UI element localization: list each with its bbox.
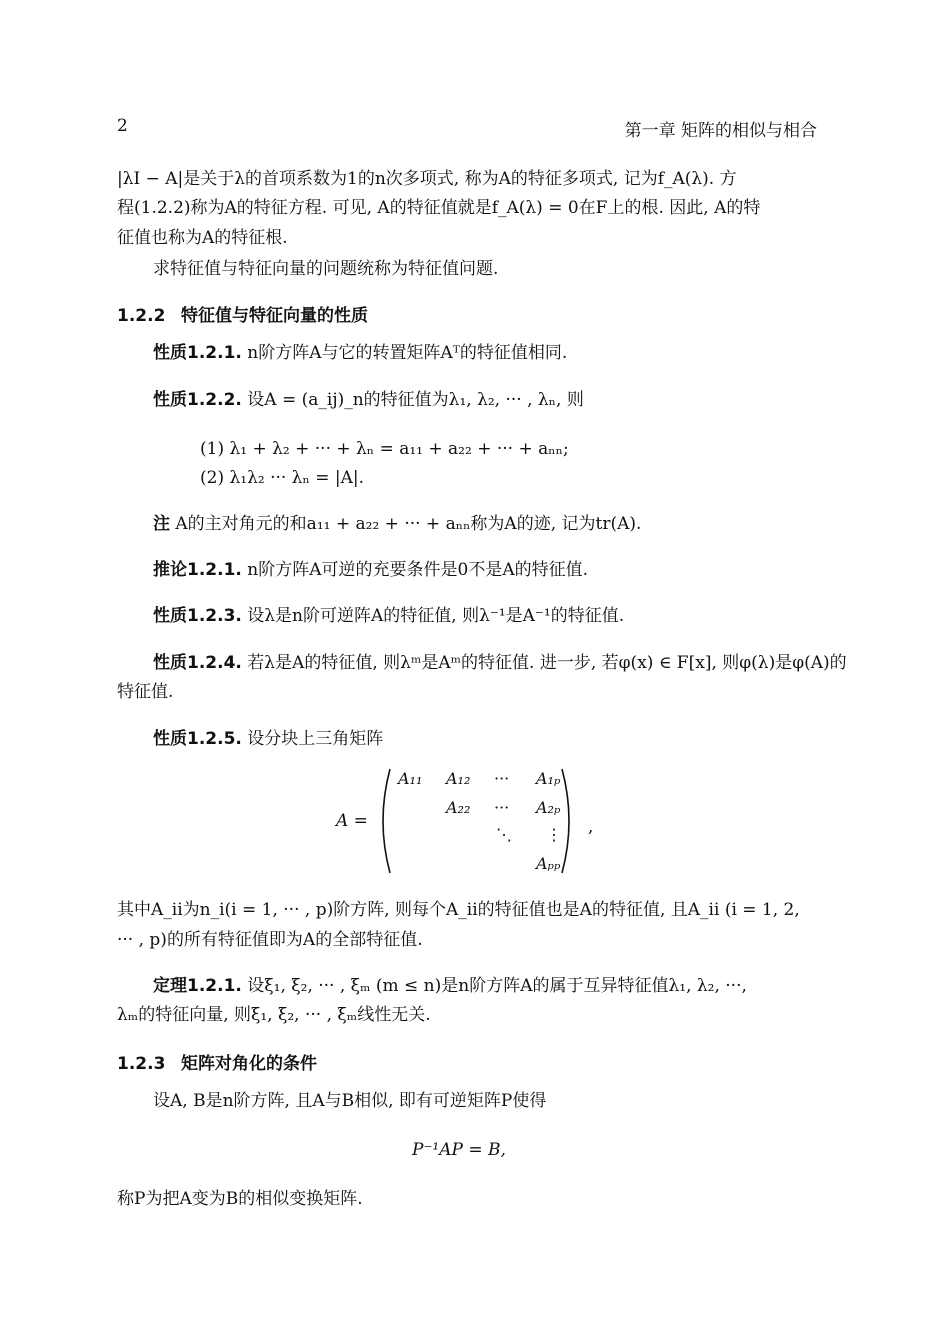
section-title: 矩阵对角化的条件 bbox=[181, 1054, 317, 1074]
property-1-2-4 bbox=[153, 652, 847, 674]
property-text: 设A = (a_ij)_n的特征值为λ₁, λ₂, ··· , λₙ, 则 bbox=[247, 390, 584, 410]
cell-dots-2: ··· bbox=[494, 798, 510, 817]
theorem-label: 定理1.2.1. bbox=[153, 976, 242, 996]
matrix-comma: , bbox=[588, 817, 594, 837]
intro-line-3: 征值也称为A的特征根. bbox=[117, 228, 288, 248]
theorem-text: 设ξ₁, ξ₂, ··· , ξₘ (m ≤ n)是n阶方阵A的属于互异特征值λ₁, λ₂, ···, bbox=[247, 976, 747, 996]
property-label: 性质1.2.1. bbox=[153, 343, 242, 363]
section-heading-1-2-2 bbox=[117, 301, 368, 326]
cell-a12: A₁₂ bbox=[446, 769, 471, 788]
corollary-1-2-1 bbox=[153, 559, 588, 581]
intro-line-4: 求特征值与特征向量的问题统称为特征值问题. bbox=[153, 259, 499, 279]
intro-line-1: |λI − A|是关于λ的首项系数为1的n次多项式, 称为A的特征多项式, 记为f_A(λ). 方 bbox=[117, 169, 737, 189]
property-1-2-2-item-1: (1) λ₁ + λ₂ + ··· + λₙ = a₁₁ + a₂₂ + ··· + aₙₙ; bbox=[200, 439, 569, 459]
section-number: 1.2.2 bbox=[117, 306, 166, 326]
note-label: 注 bbox=[153, 514, 170, 534]
property-1-2-5-after-1: 其中A_ii为n_i(i = 1, ··· , p)阶方阵, 则每个A_ii的特征值也是A的特征值, 且A_ii (i = 1, 2, bbox=[117, 900, 800, 920]
property-label: 性质1.2.4. bbox=[153, 653, 242, 673]
property-1-2-1 bbox=[153, 342, 567, 364]
similarity-equation: P⁻¹AP = B, bbox=[412, 1140, 506, 1160]
diag-line-1: 设A, B是n阶方阵, 且A与B相似, 即有可逆矩阵P使得 bbox=[153, 1091, 547, 1111]
theorem-1-2-1 bbox=[153, 975, 747, 997]
property-1-2-5-after-2: ··· , p)的所有特征值即为A的全部特征值. bbox=[117, 930, 423, 950]
cell-app: Aₚₚ bbox=[536, 854, 561, 873]
property-label: 性质1.2.3. bbox=[153, 606, 242, 626]
block-triangular-matrix bbox=[336, 765, 596, 877]
note-text: A的主对角元的和a₁₁ + a₂₂ + ··· + aₙₙ称为A的迹, 记为tr(A). bbox=[175, 514, 642, 534]
left-paren bbox=[383, 769, 390, 873]
section-heading-1-2-3 bbox=[117, 1049, 317, 1074]
intro-line-2: 程(1.2.2)称为A的特征方程. 可见, A的特征值就是f_A(λ) = 0在F上的根. 因此, A的特 bbox=[117, 198, 761, 218]
property-1-2-4-cont: 特征值. bbox=[117, 682, 174, 702]
property-text: 设分块上三角矩阵 bbox=[247, 729, 384, 749]
property-1-2-5 bbox=[153, 728, 383, 750]
corollary-text: n阶方阵A可逆的充要条件是0不是A的特征值. bbox=[247, 560, 589, 580]
cell-diagonal-dots: ⋱ bbox=[496, 825, 512, 844]
page-number: 2 bbox=[117, 116, 128, 136]
property-1-2-2 bbox=[153, 389, 584, 411]
diag-line-2: 称P为把A变为B的相似变换矩阵. bbox=[117, 1189, 363, 1209]
property-text: 若λ是A的特征值, 则λᵐ是Aᵐ的特征值. 进一步, 若φ(x) ∈ F[x], 则φ(λ)是φ(A)的 bbox=[247, 653, 847, 673]
property-text: n阶方阵A与它的转置矩阵Aᵀ的特征值相同. bbox=[247, 343, 568, 363]
cell-vertical-dots: ⋮ bbox=[546, 825, 562, 844]
chapter-title: 第一章 矩阵的相似与相合 bbox=[624, 121, 817, 141]
cell-a22: A₂₂ bbox=[446, 798, 471, 817]
property-1-2-3 bbox=[153, 605, 624, 627]
property-label: 性质1.2.5. bbox=[153, 729, 242, 749]
property-text: 设λ是n阶可逆阵A的特征值, 则λ⁻¹是A⁻¹的特征值. bbox=[247, 606, 625, 626]
property-1-2-2-item-2: (2) λ₁λ₂ ··· λₙ = |A|. bbox=[200, 468, 364, 488]
cell-a2p: A₂ₚ bbox=[536, 798, 561, 817]
property-label: 性质1.2.2. bbox=[153, 390, 242, 410]
section-number: 1.2.3 bbox=[117, 1054, 166, 1074]
note bbox=[153, 513, 641, 535]
cell-dots-1: ··· bbox=[494, 769, 510, 788]
matrix-lhs: A = bbox=[336, 811, 368, 831]
section-title: 特征值与特征向量的性质 bbox=[181, 306, 368, 326]
corollary-label: 推论1.2.1. bbox=[153, 560, 242, 580]
right-paren bbox=[562, 769, 569, 873]
theorem-1-2-1-cont: λₘ的特征向量, 则ξ₁, ξ₂, ··· , ξₘ线性无关. bbox=[117, 1005, 431, 1025]
cell-a1p: A₁ₚ bbox=[536, 769, 561, 788]
cell-a11: A₁₁ bbox=[398, 769, 423, 788]
